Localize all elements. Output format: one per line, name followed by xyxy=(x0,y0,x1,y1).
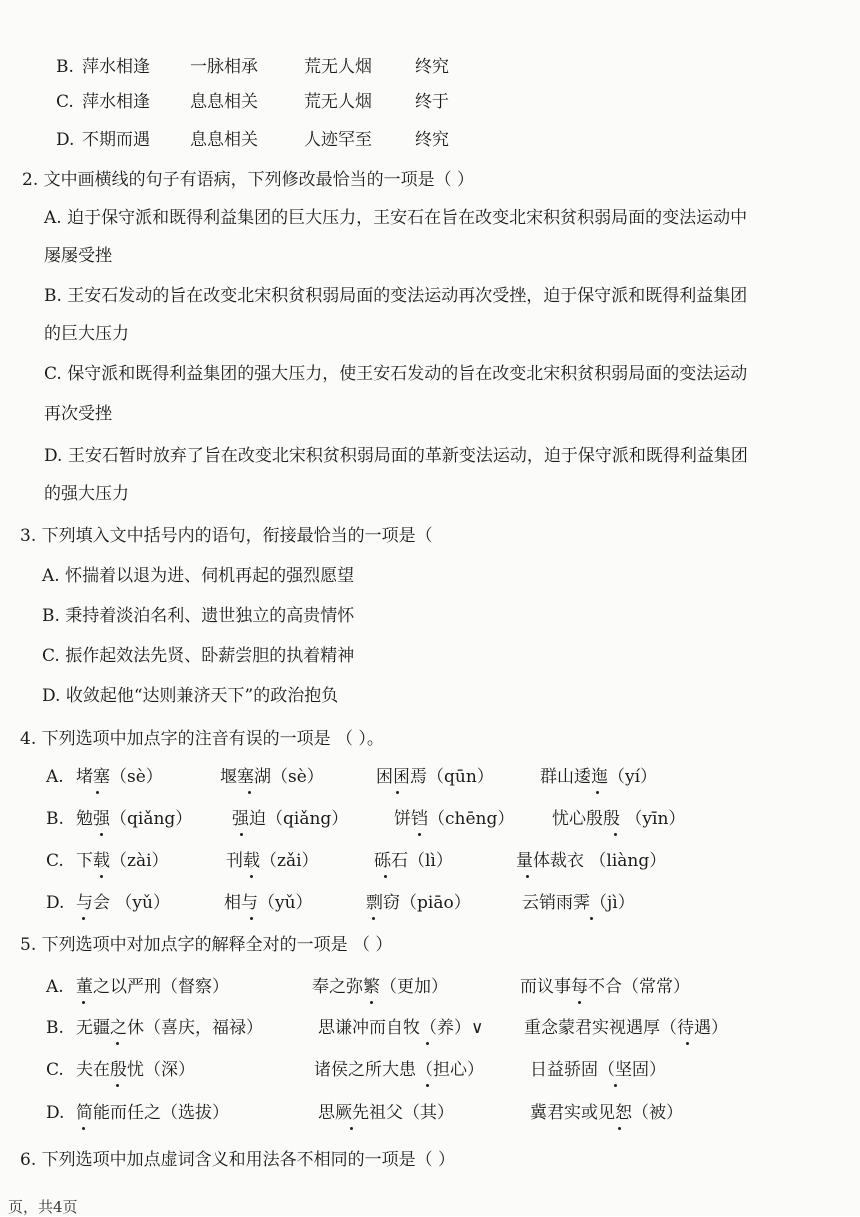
q5-option-b-item-1: 无疆之休（喜庆，福禄） xyxy=(76,1018,263,1038)
q1-option-d-item-4: 终究 xyxy=(415,130,449,150)
q4-option-d-label: D. xyxy=(46,893,65,913)
q4-option-c-item-1: 下载（zài） xyxy=(76,851,169,871)
q4-option-c-item-4: 量体裁衣 （liàng） xyxy=(516,851,667,871)
q1-option-c-item-3: 荒无人烟 xyxy=(304,92,372,112)
emphasis-dot xyxy=(248,791,251,794)
emphasis-dot xyxy=(614,1084,617,1087)
emphasis-dot xyxy=(82,917,85,920)
q4-option-c-label: C. xyxy=(46,851,64,871)
emphasis-dot xyxy=(350,1127,353,1130)
q1-option-c-item-4: 终于 xyxy=(415,92,449,112)
page-footer: 页，共4页 xyxy=(8,1198,78,1216)
q1-option-b-item-2: 一脉相承 xyxy=(190,57,258,77)
emphasis-dot xyxy=(372,917,375,920)
emphasis-dot xyxy=(240,833,243,836)
q1-option-b-item-3: 荒无人烟 xyxy=(304,57,372,77)
emphasis-dot xyxy=(250,917,253,920)
emphasis-dot xyxy=(618,1127,621,1130)
emphasis-dot xyxy=(686,1042,689,1045)
q6-stem: 6. 下列选项中加点虚词含义和用法各不相同的一项是（ ） xyxy=(20,1150,456,1170)
emphasis-dot xyxy=(96,791,99,794)
q4-option-c-item-3: 砾石（lì） xyxy=(374,851,453,871)
q4-option-b-item-4: 忧心殷殷 （yīn） xyxy=(552,809,686,829)
q4-option-d-item-1: 与会 （yǔ） xyxy=(76,893,170,913)
q1-option-c-label: C. xyxy=(56,92,74,112)
q3-option-c: C. 振作起效法先贤、卧薪尝胆的执着精神 xyxy=(42,646,355,666)
q5-option-b-item-3: 重念蒙君实视遇厚（待遇） xyxy=(524,1018,728,1038)
q5-option-d-item-1: 简能而任之（选拔） xyxy=(76,1103,229,1123)
q2-option-c-line1: C. 保守派和既得利益集团的强大压力，使王安石发动的旨在改变北宋积贫积弱局面的变法运动 xyxy=(44,364,748,384)
emphasis-dot xyxy=(614,833,617,836)
q4-option-d-item-4: 云销雨霁（jì） xyxy=(522,893,635,913)
q4-option-b-label: B. xyxy=(46,809,64,829)
q1-option-d-item-1: 不期而遇 xyxy=(82,130,150,150)
q2-option-c-line2: 再次受挫 xyxy=(44,404,112,424)
q4-option-a-item-2: 堰塞湖（sè） xyxy=(220,767,324,787)
q3-option-d: D. 收敛起他“达则兼济天下”的政治抱负 xyxy=(42,686,339,706)
q1-option-c-item-2: 息息相关 xyxy=(190,92,258,112)
q3-stem: 3. 下列填入文中括号内的语句，衔接最恰当的一项是（ xyxy=(20,526,433,546)
q5-option-d-item-3: 冀君实或见恕（被） xyxy=(530,1103,683,1123)
emphasis-dot xyxy=(116,1042,119,1045)
q4-option-b-item-3: 饼铛（chēng） xyxy=(394,809,515,829)
q1-option-b-label: B. xyxy=(56,57,74,77)
q4-option-d-item-2: 相与（yǔ） xyxy=(224,893,313,913)
q2-option-d-line1: D. 王安石暂时放弃了旨在改变北宋积贫积弱局面的革新变法运动，迫于保守派和既得利益集团 xyxy=(44,446,748,466)
q5-option-d-item-2: 思厥先祖父（其） xyxy=(318,1103,454,1123)
q2-option-a-line2: 屡屡受挫 xyxy=(44,246,112,266)
q5-option-c-item-1: 夫在殷忧（深） xyxy=(76,1060,195,1080)
q2-option-b-line2: 的巨大压力 xyxy=(44,324,129,344)
emphasis-dot xyxy=(100,875,103,878)
q5-option-c-label: C. xyxy=(46,1060,64,1080)
emphasis-dot xyxy=(100,833,103,836)
q4-option-a-label: A. xyxy=(46,767,64,787)
q4-option-a-item-3: 困囷焉（qūn） xyxy=(376,767,494,787)
emphasis-dot xyxy=(82,1001,85,1004)
q4-option-b-item-2: 强迫（qiǎng） xyxy=(232,809,349,829)
q5-option-c-item-3: 日益骄固（坚固） xyxy=(530,1060,666,1080)
emphasis-dot xyxy=(426,1084,429,1087)
q2-stem: 2. 文中画横线的句子有语病，下列修改最恰当的一项是（ ） xyxy=(22,170,475,190)
q2-option-d-line2: 的强大压力 xyxy=(44,484,129,504)
q1-option-d-item-2: 息息相关 xyxy=(190,130,258,150)
emphasis-dot xyxy=(370,1001,373,1004)
q5-stem: 5. 下列选项中对加点字的解释全对的一项是 （ ） xyxy=(20,935,393,955)
emphasis-dot xyxy=(384,875,387,878)
q4-option-a-item-4: 群山逶迤（yí） xyxy=(540,767,658,787)
q5-option-b-item-2: 思谦冲而自牧（养）∨ xyxy=(318,1018,484,1038)
emphasis-dot xyxy=(596,791,599,794)
emphasis-dot xyxy=(82,1127,85,1130)
q1-option-d-label: D. xyxy=(56,130,75,150)
q5-option-c-item-2: 诸侯之所大患（担心） xyxy=(314,1060,484,1080)
q5-option-a-item-2: 奉之弥繁（更加） xyxy=(312,977,448,997)
q4-stem: 4. 下列选项中加点字的注音有误的一项是 （ ）。 xyxy=(20,729,384,749)
emphasis-dot xyxy=(250,875,253,878)
q1-option-b-item-4: 终究 xyxy=(415,57,449,77)
q3-option-a: A. 怀揣着以退为进、伺机再起的强烈愿望 xyxy=(42,566,355,586)
q2-option-a-line1: A. 迫于保守派和既得利益集团的巨大压力，王安石在旨在改变北宋积贫积弱局面的变法运动中 xyxy=(44,208,748,228)
q1-option-c-item-1: 萍水相逢 xyxy=(82,92,150,112)
q5-option-d-label: D. xyxy=(46,1103,65,1123)
q1-option-b-item-1: 萍水相逢 xyxy=(82,57,150,77)
q4-option-b-item-1: 勉强（qiǎng） xyxy=(76,809,193,829)
q5-option-a-label: A. xyxy=(46,977,64,997)
q5-option-a-item-3: 而议事每不合（常常） xyxy=(520,977,690,997)
emphasis-dot xyxy=(426,1042,429,1045)
q4-option-d-item-3: 剽窃（piāo） xyxy=(366,893,471,913)
q4-option-a-item-1: 堵塞（sè） xyxy=(76,767,163,787)
q5-option-b-label: B. xyxy=(46,1018,64,1038)
emphasis-dot xyxy=(116,1084,119,1087)
emphasis-dot xyxy=(396,791,399,794)
emphasis-dot xyxy=(578,1001,581,1004)
emphasis-dot xyxy=(590,917,593,920)
q4-option-c-item-2: 刊载（zǎi） xyxy=(226,851,319,871)
q3-option-b: B. 秉持着淡泊名利、遗世独立的高贵情怀 xyxy=(42,606,355,626)
q5-option-a-item-1: 董之以严刑（督察） xyxy=(76,977,229,997)
emphasis-dot xyxy=(526,875,529,878)
emphasis-dot xyxy=(418,833,421,836)
q1-option-d-item-3: 人迹罕至 xyxy=(304,130,372,150)
q2-option-b-line1: B. 王安石发动的旨在改变北宋积贫积弱局面的变法运动再次受挫，迫于保守派和既得利益集团 xyxy=(44,286,748,306)
